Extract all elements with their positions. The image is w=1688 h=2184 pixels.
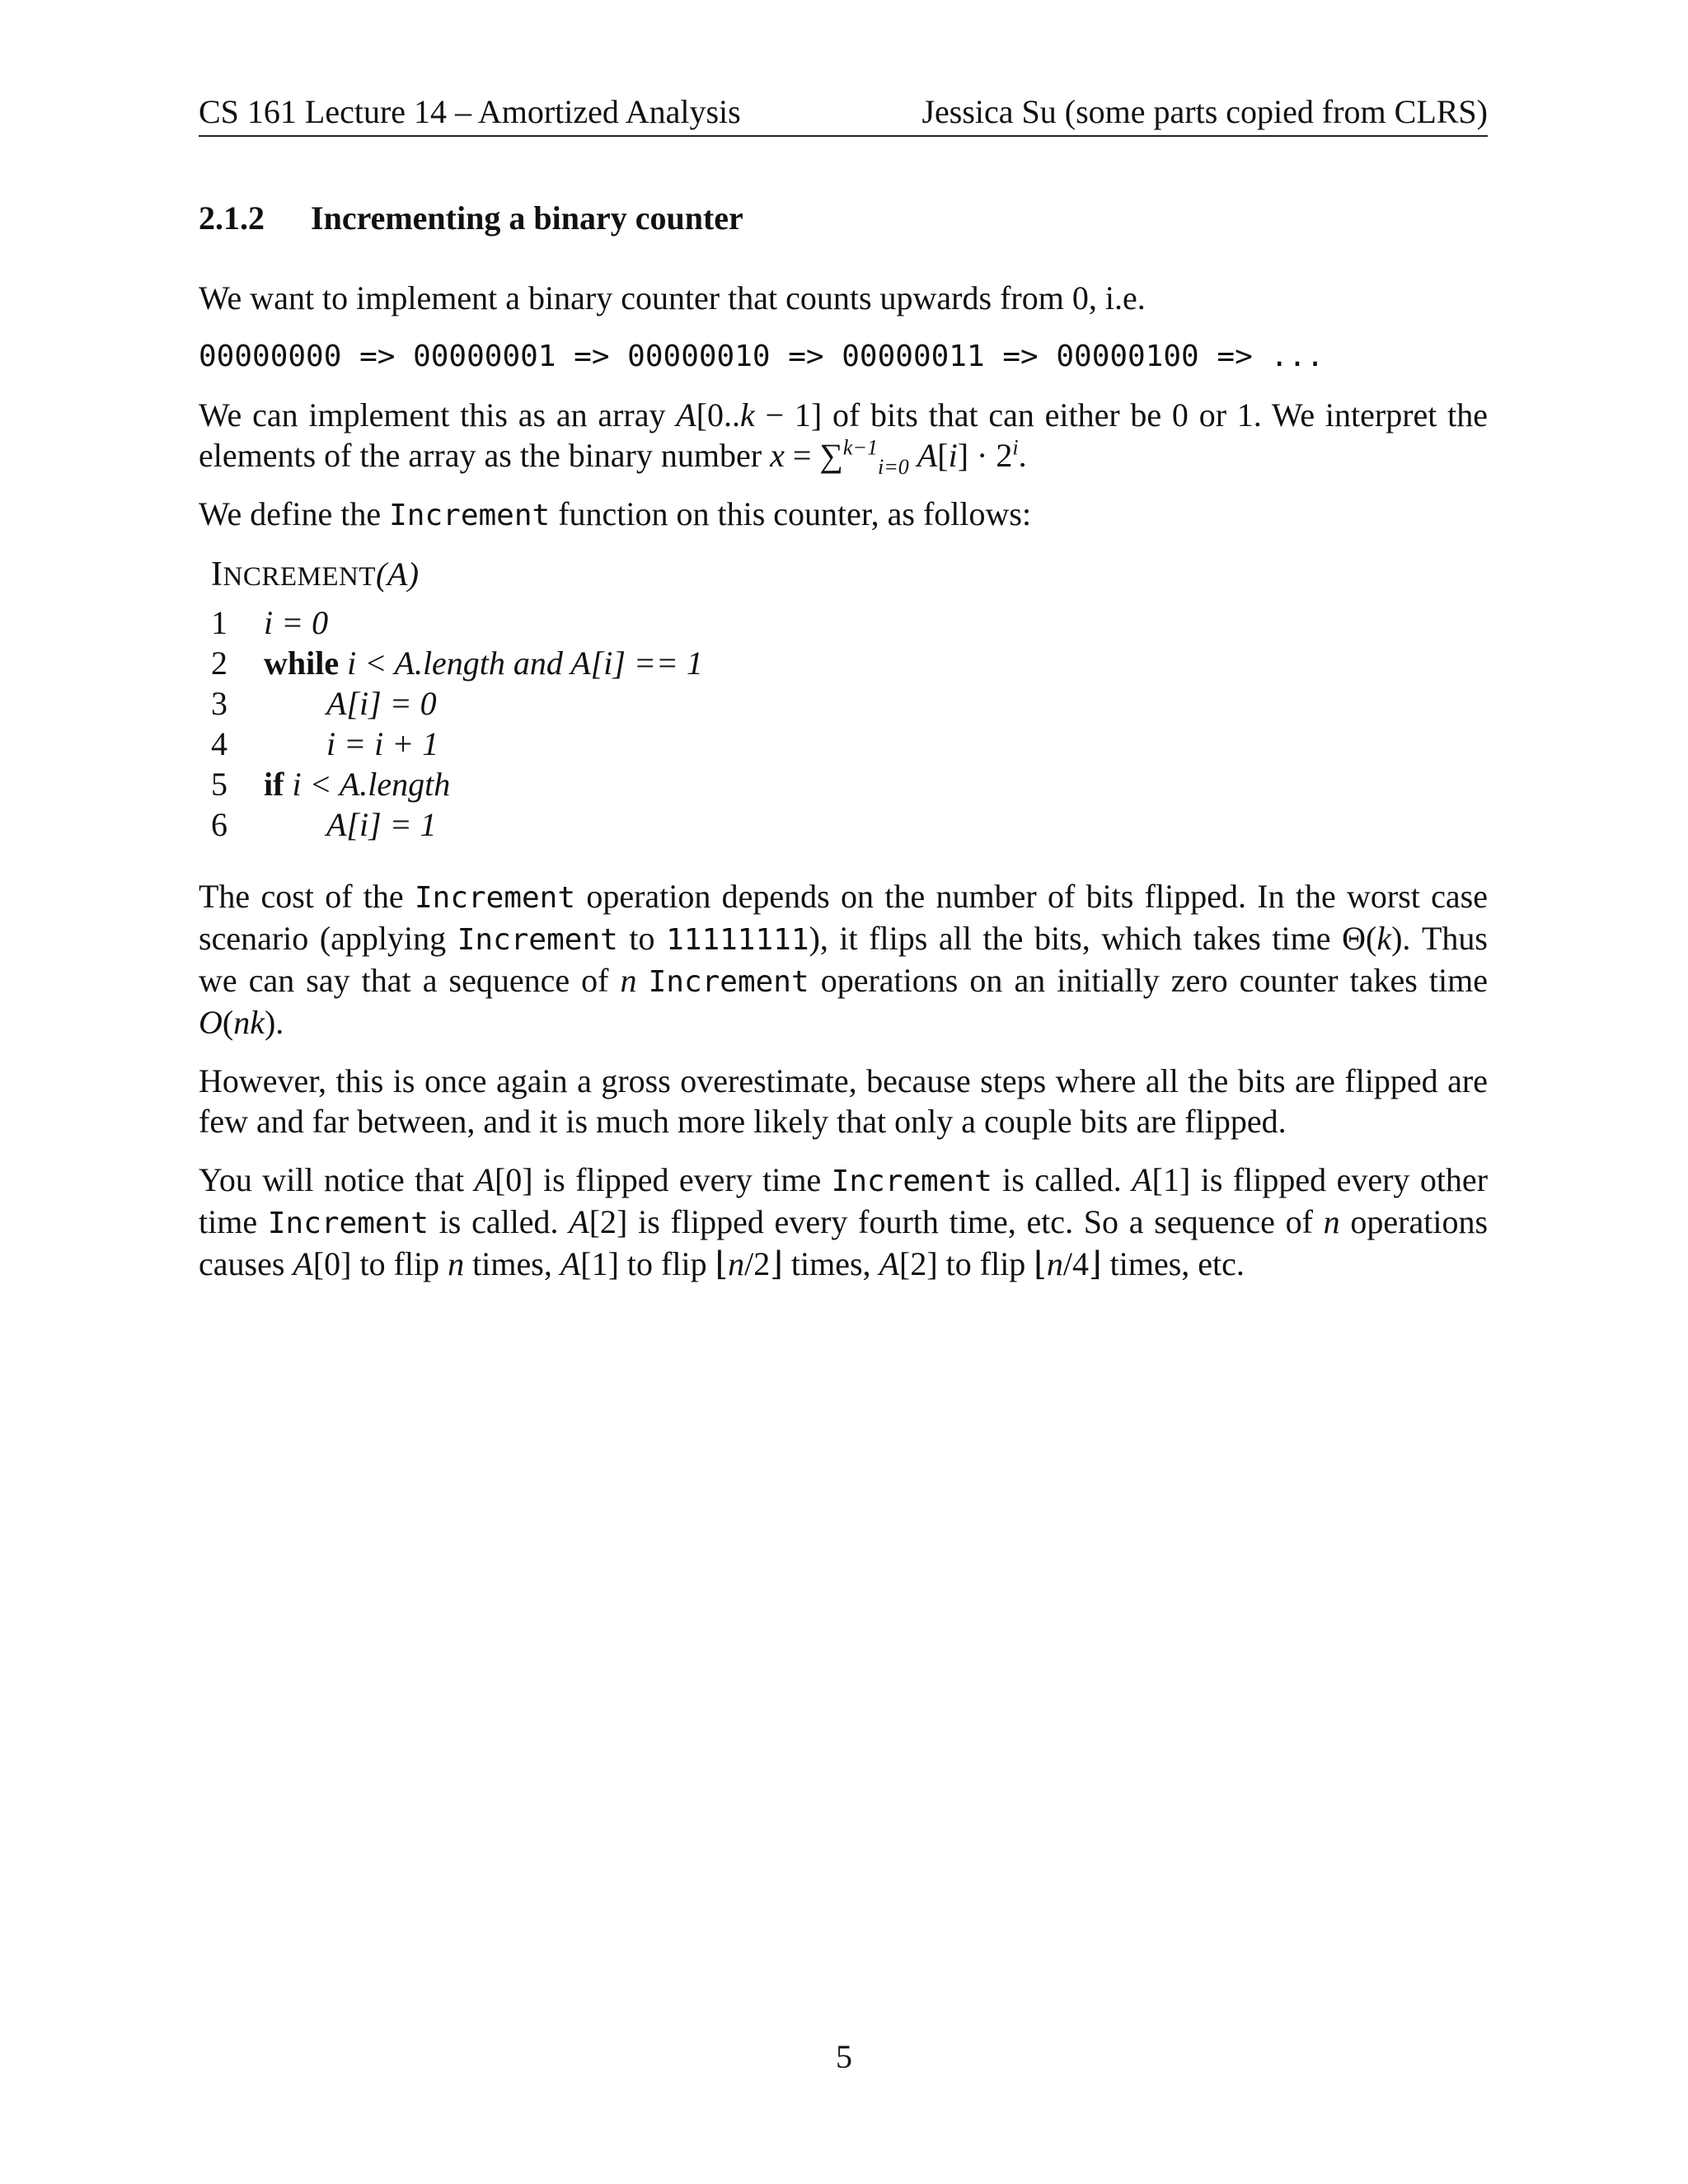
- algorithm-name-initial: I: [211, 555, 223, 593]
- code-all-ones: 11111111: [666, 923, 809, 957]
- text-run: − 1] of bits that can either be 0 or 1. We interpret the elements of the array as the binary number: [199, 396, 1489, 474]
- math-var: O: [199, 1004, 223, 1041]
- code-increment: Increment: [831, 1165, 992, 1198]
- text-run: ). Thus we can say that a sequence of: [199, 920, 1488, 999]
- running-header: [199, 89, 1488, 137]
- math-var: n: [620, 962, 637, 999]
- text-run: We can implement this as an array: [199, 396, 677, 434]
- paragraph-cost: [199, 876, 1488, 1043]
- code-increment: Increment: [457, 923, 618, 957]
- text-run: [909, 437, 917, 474]
- text-run: /4⌋ times, etc.: [1062, 1245, 1245, 1282]
- math-var: nk: [233, 1004, 265, 1041]
- math-var: k: [1376, 920, 1392, 957]
- section-title: Incrementing a binary counter: [311, 199, 743, 237]
- text-run: .: [1018, 437, 1027, 474]
- line-code: i = 0: [264, 604, 329, 641]
- line-number: 5: [211, 766, 227, 803]
- algorithm-name-rest: NCREMENT: [223, 562, 376, 592]
- code-line-3: [211, 683, 1488, 724]
- math-var: A: [1132, 1161, 1152, 1198]
- line-number: 6: [211, 806, 227, 843]
- text-run: The cost of the: [199, 878, 415, 915]
- code-line-1: [211, 602, 1488, 643]
- paragraph-intro: We want to implement a binary counter that counts upwards from 0, i.e.: [199, 279, 1146, 316]
- section-number: 2.1.2: [199, 199, 265, 237]
- text-run: to: [617, 920, 667, 957]
- keyword-while: while: [264, 644, 340, 682]
- paragraph-flip-frequency: [199, 1160, 1488, 1284]
- math-var: A: [293, 1245, 313, 1282]
- text-run: [1] to flip ⌊: [580, 1245, 729, 1282]
- math-var: A: [560, 1245, 581, 1282]
- sum-lower-limit: i=0: [878, 455, 909, 479]
- text-run: [0..: [696, 396, 741, 434]
- text-run: (: [222, 1004, 234, 1041]
- line-number: 1: [211, 604, 227, 641]
- math-var: A: [879, 1245, 899, 1282]
- text-run: ).: [264, 1004, 284, 1041]
- code-increment: Increment: [389, 499, 551, 532]
- paragraph-define: [199, 494, 1488, 536]
- exponent: i: [1012, 435, 1019, 460]
- counter-sequence: 00000000 => 00000001 => 00000010 => 00000011 => 00000100 => ...: [199, 340, 1325, 373]
- paragraph-array: [199, 395, 1489, 479]
- algorithm-argument: (A): [376, 555, 420, 593]
- text-run: operations on an initially zero counter takes time: [809, 962, 1489, 999]
- text-run: ), it flips all the bits, which takes time Θ(: [809, 920, 1377, 957]
- algorithm-title: [211, 554, 1488, 598]
- text-run: [: [937, 437, 949, 474]
- line-code: A[i] = 1: [326, 806, 437, 843]
- text-run: times,: [464, 1245, 560, 1282]
- math-var: n: [728, 1245, 745, 1282]
- text-run: is called.: [428, 1203, 570, 1240]
- keyword-if: if: [264, 766, 284, 803]
- text-run: You will notice that: [199, 1161, 475, 1198]
- line-code: i < A.length: [292, 766, 451, 803]
- text-run: [2] to flip ⌊: [899, 1245, 1047, 1282]
- page-number: 5: [836, 2038, 852, 2075]
- math-var: A: [474, 1161, 495, 1198]
- line-code: A[i] = 0: [326, 685, 437, 722]
- header-author: Jessica Su (some parts copied from CLRS): [921, 93, 1488, 130]
- increment-pseudocode: [211, 554, 1488, 845]
- text-run: function on this counter, as follows:: [550, 495, 1032, 532]
- line-number: 4: [211, 725, 227, 762]
- line-code: i < A.length and A[i] == 1: [347, 644, 703, 682]
- code-increment: Increment: [267, 1207, 429, 1240]
- math-var: A: [569, 1203, 589, 1240]
- text-run: /2⌋ times,: [744, 1245, 879, 1282]
- text-run: [1] is flipped every other time: [199, 1161, 1489, 1240]
- sum-symbol: = ∑: [784, 437, 843, 474]
- text-run: [0] to flip: [312, 1245, 448, 1282]
- line-number: 2: [211, 644, 227, 682]
- line-number: 3: [211, 685, 227, 722]
- math-var: i: [948, 437, 958, 474]
- math-var: A: [917, 437, 938, 474]
- math-var: A: [676, 396, 696, 434]
- line-code: i = i + 1: [326, 725, 439, 762]
- text-run: [2] is flipped every fourth time, etc. So a sequence of: [588, 1203, 1324, 1240]
- code-line-5: [211, 764, 1488, 804]
- code-line-4: [211, 724, 1488, 764]
- math-var: k: [740, 396, 755, 434]
- header-course-title: CS 161 Lecture 14 – Amortized Analysis: [199, 93, 741, 130]
- code-increment: Increment: [414, 881, 576, 915]
- text-run: operations causes: [199, 1203, 1489, 1282]
- math-var: n: [448, 1245, 465, 1282]
- math-var: n: [1046, 1245, 1063, 1282]
- code-line-6: [211, 804, 1488, 845]
- math-var: x: [770, 437, 785, 474]
- section-heading: [199, 198, 1488, 238]
- text-run: [0] is flipped every time: [494, 1161, 832, 1198]
- paragraph-overestimate: However, this is once again a gross overestimate, because steps where all the bits are flipped are few and far between, and it is much more likely that only a couple bits are flipped.: [199, 1062, 1488, 1140]
- text-run: operation depends on the number of bits flipped. In the worst case scenario (applying: [199, 878, 1489, 957]
- text-run: [637, 962, 649, 999]
- main-content: [199, 198, 1488, 1302]
- math-var: n: [1323, 1203, 1340, 1240]
- text-run: ] · 2: [957, 437, 1013, 474]
- sum-upper-limit: k−1: [842, 435, 879, 460]
- text-run: is called.: [992, 1161, 1132, 1198]
- text-run: We define the: [199, 495, 390, 532]
- code-increment: Increment: [648, 965, 809, 999]
- code-line-2: [211, 643, 1488, 683]
